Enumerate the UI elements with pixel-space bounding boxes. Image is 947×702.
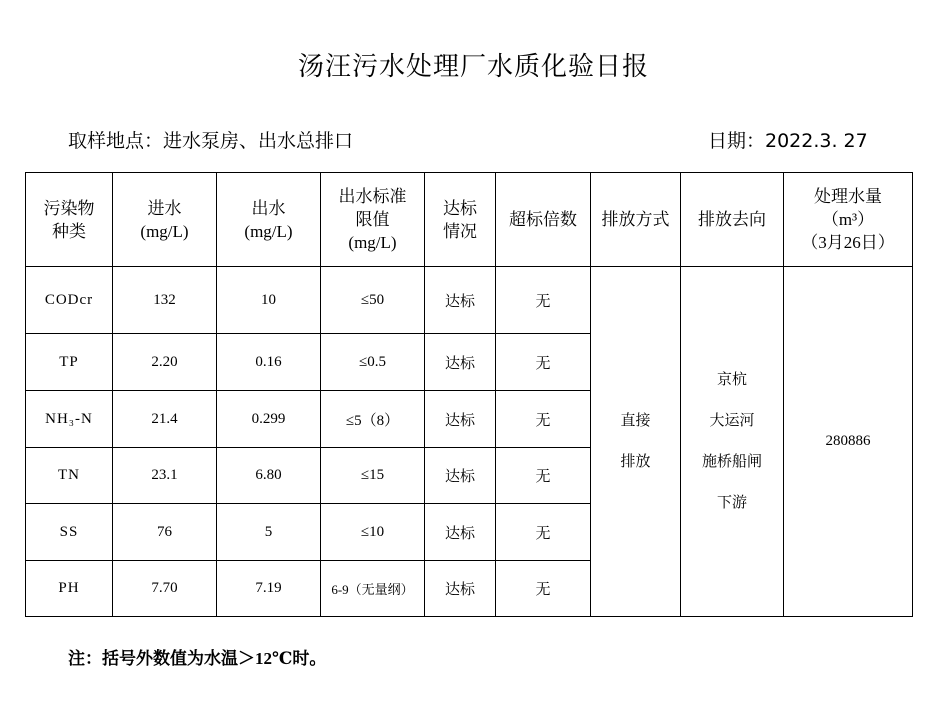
pollutant-name: TN [26,448,113,504]
limit-value: ≤0.5 [321,334,425,391]
inflow-value: 76 [113,504,217,561]
inflow-value: 7.70 [113,561,217,617]
limit-value: 6-9（无量纲） [321,561,425,617]
exceed-ratio: 无 [496,448,591,504]
outflow-value: 5 [217,504,321,561]
outflow-value: 10 [217,267,321,334]
header-treated-volume: 处理水量 （m³） （3月26日） [784,173,913,267]
header-pollutant-type: 污染物 种类 [26,173,113,267]
compliance-status: 达标 [425,267,496,334]
pollutant-name: SS [26,504,113,561]
exceed-ratio: 无 [496,267,591,334]
footnote: 注：括号外数值为水温＞12℃时。 [68,649,327,668]
header-outflow-limit: 出水标准 限值 (mg/L) [321,173,425,267]
discharge-destination: 京杭 大运河 施桥船闸 下游 [681,267,784,617]
compliance-status: 达标 [425,504,496,561]
compliance-status: 达标 [425,448,496,504]
header-outflow: 出水 (mg/L) [217,173,321,267]
inflow-value: 21.4 [113,391,217,448]
pollutant-name: NH₃-N [26,391,113,448]
discharge-method: 直接 排放 [591,267,681,617]
header-compliance: 达标 情况 [425,173,496,267]
table-row [26,267,913,334]
header-discharge-method: 排放方式 [591,173,681,267]
pollutant-name: TP [26,334,113,391]
limit-value: ≤10 [321,504,425,561]
header-row [26,173,913,267]
exceed-ratio: 无 [496,504,591,561]
inflow-value: 23.1 [113,448,217,504]
inflow-value: 132 [113,267,217,334]
limit-value: ≤15 [321,448,425,504]
outflow-value: 0.16 [217,334,321,391]
report-date: 日期：2022.3. 27 [708,130,868,152]
limit-value: ≤5（8） [321,391,425,448]
pollutant-name: CODcr [26,267,113,334]
water-quality-table [25,172,913,617]
pollutant-name: PH [26,561,113,617]
exceed-ratio: 无 [496,334,591,391]
sampling-location: 取样地点：进水泵房、出水总排口 [68,130,354,152]
header-inflow: 进水 (mg/L) [113,173,217,267]
exceed-ratio: 无 [496,561,591,617]
outflow-value: 6.80 [217,448,321,504]
compliance-status: 达标 [425,334,496,391]
treated-volume: 280886 [784,267,913,617]
limit-value: ≤50 [321,267,425,334]
compliance-status: 达标 [425,391,496,448]
outflow-value: 0.299 [217,391,321,448]
exceed-ratio: 无 [496,391,591,448]
inflow-value: 2.20 [113,334,217,391]
outflow-value: 7.19 [217,561,321,617]
header-discharge-destination: 排放去向 [681,173,784,267]
header-exceed-ratio: 超标倍数 [496,173,591,267]
compliance-status: 达标 [425,561,496,617]
report-title: 汤汪污水处理厂水质化验日报 [297,52,649,82]
